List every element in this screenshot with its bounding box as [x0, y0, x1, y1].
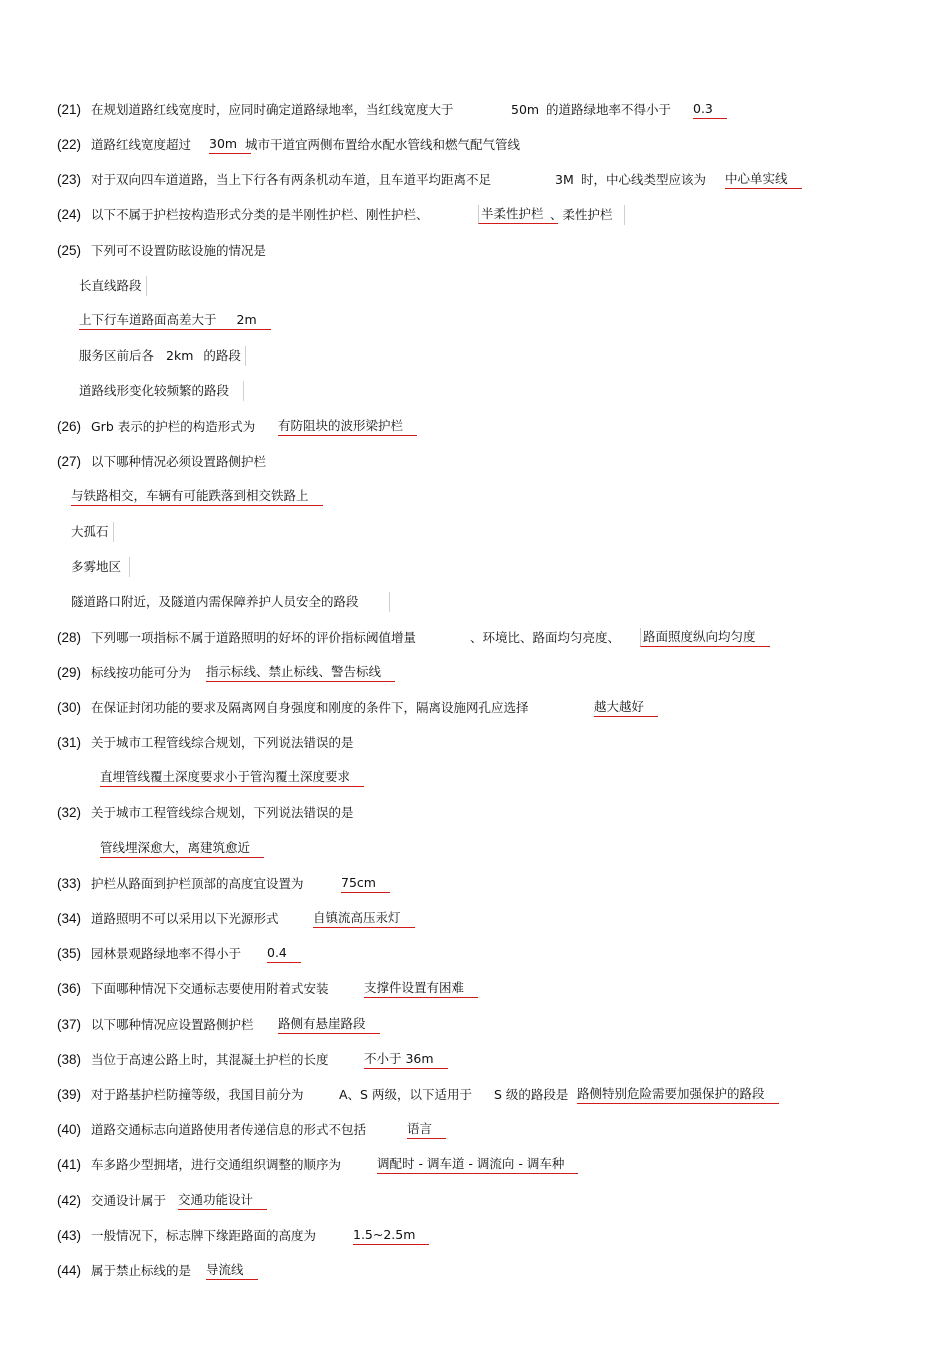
- divider: [620, 205, 625, 225]
- question-text: 道路照明不可以采用以下光源形式: [91, 911, 279, 926]
- question-text-continued: 、柔性护栏: [550, 207, 613, 222]
- question-number: (41): [57, 1157, 82, 1172]
- question-text: 园林景观路绿地率不得小于: [91, 946, 242, 961]
- question-text: 下列可不设置防眩设施的情况是: [91, 243, 267, 258]
- answer: 路面照度纵向均匀度: [640, 628, 770, 647]
- option-text: 多雾地区: [71, 557, 130, 577]
- question-number: (28): [57, 630, 82, 645]
- question-text: 关于城市工程管线综合规划，下列说法错误的是: [91, 735, 354, 750]
- answer: 越大越好: [594, 698, 658, 717]
- question-number: (35): [57, 946, 82, 961]
- answer: 语言: [407, 1120, 446, 1139]
- question-number: (39): [57, 1087, 82, 1102]
- answer: 半柔性护栏: [478, 205, 558, 224]
- question-number: (38): [57, 1052, 82, 1067]
- question-number: (31): [57, 735, 82, 750]
- question-text: 在保证封闭功能的要求及隔离网自身强度和刚度的条件下，隔离设施网孔应选择: [91, 700, 529, 715]
- question-number: (23): [57, 172, 82, 187]
- question-text: 标线按功能可分为: [91, 665, 192, 680]
- option-text: 长直线路段: [79, 276, 147, 296]
- answer-option: 与铁路相交，车辆有可能跌落到相交铁路上: [71, 487, 323, 506]
- question-number: (37): [57, 1017, 82, 1032]
- option-text: 道路线形变化较频繁的路段: [79, 381, 244, 401]
- answer: 支撑件设置有困难: [364, 979, 478, 998]
- question-text-continued: 时，中心线类型应该为: [581, 172, 707, 187]
- question-number: (27): [57, 454, 82, 469]
- answer: 0.4: [267, 944, 301, 963]
- question-number: (32): [57, 805, 82, 820]
- question-number: (34): [57, 911, 82, 926]
- question-value: 50m: [511, 102, 540, 117]
- question-text: 在规划道路红线宽度时，应同时确定道路绿地率，当红线宽度大于: [91, 102, 454, 117]
- answer: 调配时 - 调车道 - 调流向 - 调车种: [377, 1155, 578, 1174]
- question-text: 护栏从路面到护栏顶部的高度宜设置为: [91, 876, 304, 891]
- question-number: (33): [57, 876, 82, 891]
- answer: 0.3: [693, 100, 727, 119]
- question-text: 下面哪种情况下交通标志要使用附着式安装: [91, 981, 329, 996]
- question-text: 属于禁止标线的是: [91, 1263, 192, 1278]
- question-number: (36): [57, 981, 82, 996]
- question-text: 车多路少型拥堵，进行交通组织调整的顺序为: [91, 1157, 342, 1172]
- option-text: 大孤石: [71, 522, 114, 542]
- question-text: 以下哪种情况应设置路侧护栏: [91, 1017, 254, 1032]
- question-number: (43): [57, 1228, 82, 1243]
- answer-option: 直埋管线覆土深度要求小于管沟覆土深度要求: [100, 768, 364, 787]
- question-number: (25): [57, 243, 82, 258]
- answer: 75cm: [341, 874, 390, 893]
- answer: 交通功能设计: [178, 1191, 267, 1210]
- question-number: (26): [57, 419, 82, 434]
- question-number: (30): [57, 700, 82, 715]
- answer: 路侧特别危险需要加强保护的路段: [577, 1085, 779, 1104]
- answer: 自镇流高压汞灯: [313, 909, 415, 928]
- question-number: (22): [57, 137, 82, 152]
- question-text: Grb 表示的护栏的构造形式为: [91, 419, 256, 434]
- question-text-continued: S 级的路段是: [494, 1087, 569, 1102]
- answer: 有防阻块的波形梁护栏: [278, 417, 417, 436]
- answer: 导流线: [206, 1261, 258, 1280]
- answer: 中心单实线: [725, 170, 802, 189]
- answer: 指示标线、禁止标线、警告标线: [206, 663, 395, 682]
- question-text-continued: 城市干道宜两侧布置给水配水管线和燃气配气管线: [245, 137, 521, 152]
- question-text: 下列哪一项指标不属于道路照明的好坏的评价指标阈值增量: [91, 630, 417, 645]
- question-text: 对于双向四车道道路，当上下行各有两条机动车道，且车道平均距离不足: [91, 172, 492, 187]
- question-number: (24): [57, 207, 82, 222]
- question-number: (40): [57, 1122, 82, 1137]
- answer: 1.5~2.5m: [353, 1226, 429, 1245]
- question-text: 当位于高速公路上时，其混凝土护栏的长度: [91, 1052, 329, 1067]
- question-text-continued: A、S 两级，以下适用于: [339, 1087, 472, 1102]
- option-text: 隧道路口附近，及隧道内需保障养护人员安全的路段: [71, 592, 390, 612]
- answer-option: 管线埋深愈大，离建筑愈近: [100, 839, 264, 858]
- question-text: 交通设计属于: [91, 1193, 167, 1208]
- option-text: 服务区前后各 2km 的路段: [79, 346, 246, 366]
- question-text-continued: 、环境比、路面均匀亮度、: [470, 630, 621, 645]
- question-text: 以下不属于护栏按构造形式分类的是半刚性护栏、刚性护栏、: [91, 207, 429, 222]
- question-number: (29): [57, 665, 82, 680]
- question-text: 关于城市工程管线综合规划，下列说法错误的是: [91, 805, 354, 820]
- answer-option: 上下行车道路面高差大于 2m: [79, 311, 271, 330]
- question-text: 道路交通标志向道路使用者传递信息的形式不包括: [91, 1122, 367, 1137]
- answer: 路侧有悬崖路段: [278, 1015, 380, 1034]
- answer: 30m: [209, 135, 251, 154]
- question-number: (21): [57, 102, 82, 117]
- question-number: (44): [57, 1263, 82, 1278]
- question-text: 以下哪种情况必须设置路侧护栏: [91, 454, 267, 469]
- question-text: 对于路基护栏防撞等级，我国目前分为: [91, 1087, 304, 1102]
- question-text-continued: 的道路绿地率不得小于: [546, 102, 672, 117]
- question-text: 道路红线宽度超过: [91, 137, 192, 152]
- question-value: 3M: [555, 172, 574, 187]
- question-text: 一般情况下，标志牌下缘距路面的高度为: [91, 1228, 317, 1243]
- answer: 不小于 36m: [364, 1050, 448, 1069]
- question-number: (42): [57, 1193, 82, 1208]
